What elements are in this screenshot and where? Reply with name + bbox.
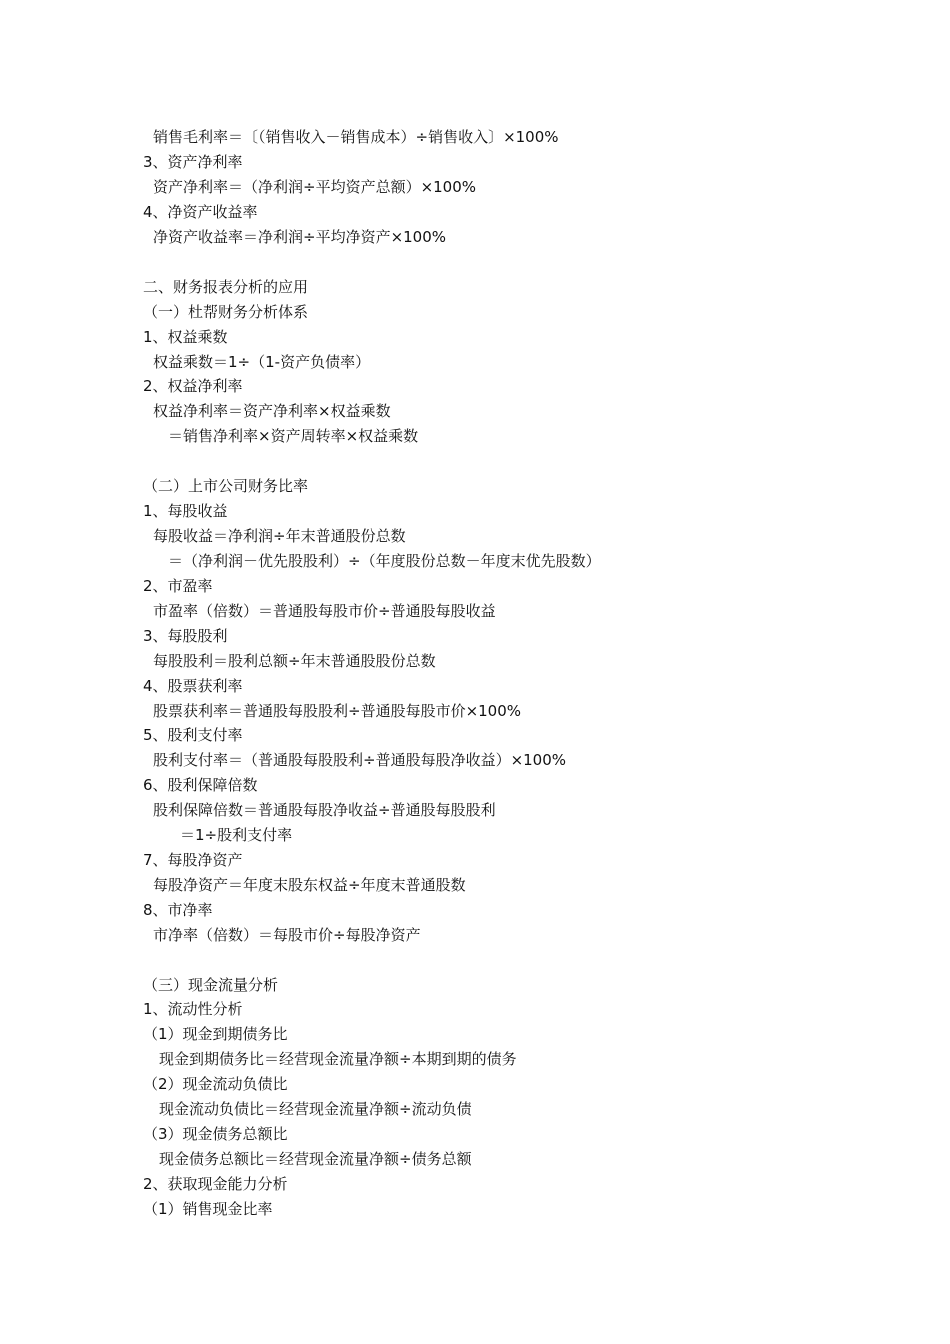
heading-eps: 1、每股收益	[143, 502, 228, 520]
formula-pb-ratio: 市净率（倍数）＝每股市价÷每股净资产	[153, 926, 421, 944]
heading-liquidity-analysis: 1、流动性分析	[143, 1000, 243, 1018]
heading-dps: 3、每股股利	[143, 627, 228, 645]
heading-cash-generation-analysis: 2、获取现金能力分析	[143, 1175, 288, 1193]
section-heading-2: 二、财务报表分析的应用	[143, 278, 309, 296]
formula-pe-ratio: 市盈率（倍数）＝普通股每股市价÷普通股每股收益	[153, 602, 496, 620]
formula-return-on-equity: 净资产收益率＝净利润÷平均净资产×100%	[153, 228, 447, 246]
heading-return-on-equity: 4、净资产收益率	[143, 203, 258, 221]
formula-gross-margin: 销售毛利率＝〔（销售收入－销售成本）÷销售收入〕×100%	[153, 128, 559, 146]
item-cash-to-current-liabilities: （2）现金流动负债比	[143, 1075, 288, 1093]
heading-bvps: 7、每股净资产	[143, 851, 243, 869]
formula-return-on-assets: 资产净利率＝（净利润÷平均资产总额）×100%	[153, 178, 477, 196]
formula-equity-multiplier: 权益乘数＝1÷（1-资产负债率）	[153, 353, 371, 371]
formula-bvps: 每股净资产＝年度末股东权益÷年度末普通股数	[153, 876, 466, 894]
item-cash-to-total-debt: （3）现金债务总额比	[143, 1125, 288, 1143]
heading-equity-multiplier: 1、权益乘数	[143, 328, 228, 346]
heading-pe-ratio: 2、市盈率	[143, 577, 213, 595]
formula-payout-ratio: 股利支付率＝（普通股每股股利÷普通股每股净收益）×100%	[153, 751, 567, 769]
subsection-dupont: （一）杜帮财务分析体系	[143, 303, 309, 321]
formula-eps-continued: ＝（净利润－优先股股利）÷（年度股份总数－年度末优先股数）	[168, 552, 601, 570]
heading-dividend-yield: 4、股票获利率	[143, 677, 243, 695]
formula-cash-to-current-liabilities: 现金流动负债比＝经营现金流量净额÷流动负债	[159, 1100, 472, 1118]
subsection-cash-flow-analysis: （三）现金流量分析	[143, 976, 279, 994]
formula-cash-to-total-debt: 现金债务总额比＝经营现金流量净额÷债务总额	[159, 1150, 472, 1168]
formula-eps: 每股收益＝净利润÷年末普通股份总数	[153, 527, 406, 545]
item-cash-to-maturing-debt: （1）现金到期债务比	[143, 1025, 288, 1043]
heading-dividend-cover: 6、股利保障倍数	[143, 776, 258, 794]
formula-roe: 权益净利率＝资产净利率×权益乘数	[153, 402, 391, 420]
formula-dividend-cover: 股利保障倍数＝普通股每股净收益÷普通股每股股利	[153, 801, 496, 819]
formula-dividend-yield: 股票获利率＝普通股每股股利÷普通股每股市价×100%	[153, 702, 522, 720]
heading-payout-ratio: 5、股利支付率	[143, 726, 243, 744]
formula-roe-continued: ＝销售净利率×资产周转率×权益乘数	[168, 427, 419, 445]
heading-pb-ratio: 8、市净率	[143, 901, 213, 919]
subsection-listed-company-ratios: （二）上市公司财务比率	[143, 477, 309, 495]
heading-return-on-assets: 3、资产净利率	[143, 153, 243, 171]
formula-cash-to-maturing-debt: 现金到期债务比＝经营现金流量净额÷本期到期的债务	[159, 1050, 517, 1068]
formula-dividend-cover-continued: ＝1÷股利支付率	[180, 826, 293, 844]
formula-dps: 每股股利＝股利总额÷年末普通股股份总数	[153, 652, 436, 670]
item-sales-cash-ratio: （1）销售现金比率	[143, 1200, 273, 1218]
heading-roe: 2、权益净利率	[143, 377, 243, 395]
